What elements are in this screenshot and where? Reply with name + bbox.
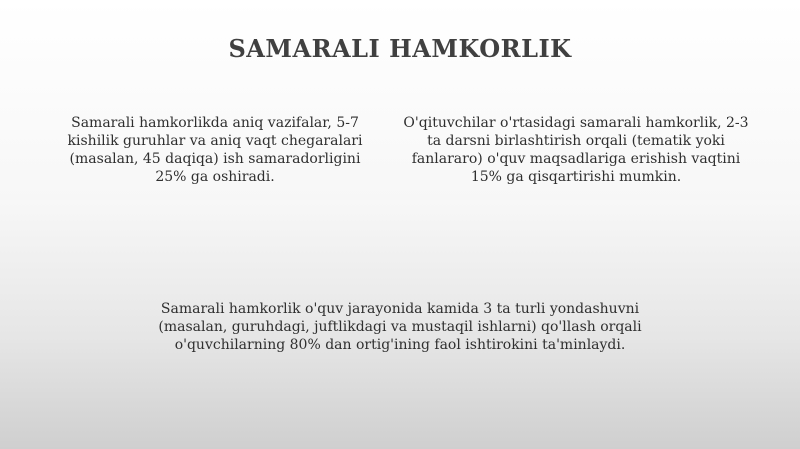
- slide-title: SAMARALI HAMKORLIK: [228, 34, 572, 63]
- text-block-left: Samarali hamkorlikda aniq vazifalar, 5-7 kishilik guruhlar va aniq vaqt chegaralari (masalan, 45 daqiqa) ish samaradorligini 25% ga oshiradi.: [67, 115, 363, 185]
- text-block-bottom: Samarali hamkorlik o'quv jarayonida kamida 3 ta turli yondashuvni (masalan, guruhdagi, juftlikdagi va mustaqil ishlarni) qo'llash orqali o'quvchilarning 80% dan ortig'ining faol ishtirokini ta'minlaydi.: [158, 301, 642, 353]
- text-block-right: O'qituvchilar o'rtasidagi samarali hamkorlik, 2-3 ta darsni birlashtirish orqali (tematik yoki fanlararo) o'quv maqsadlariga erishish vaqtini 15% ga qisqartirishi mumkin.: [403, 115, 749, 185]
